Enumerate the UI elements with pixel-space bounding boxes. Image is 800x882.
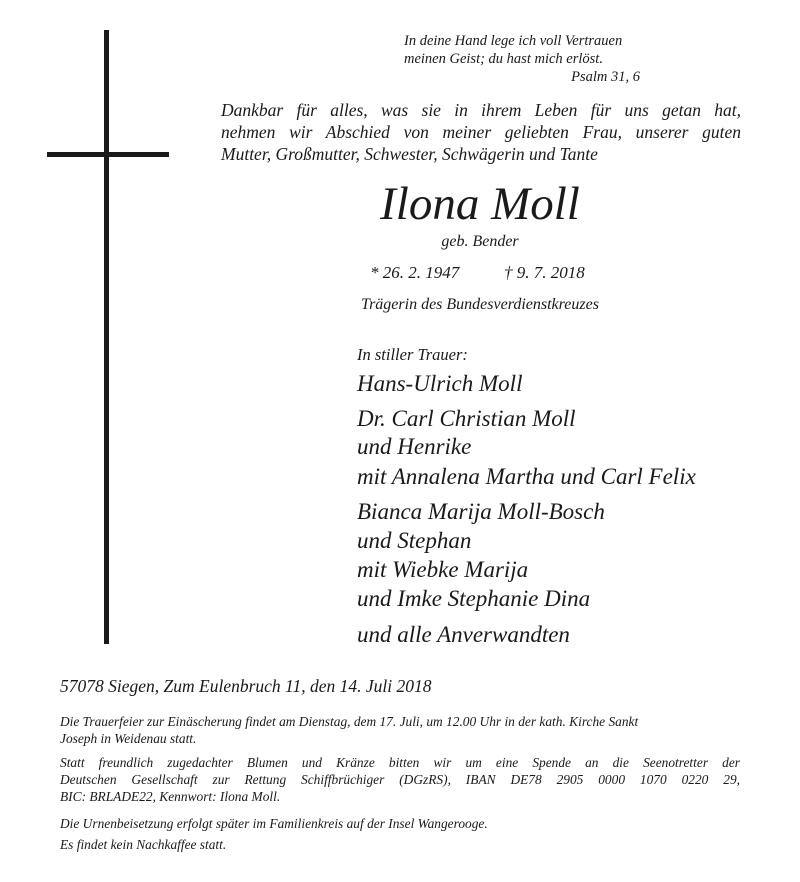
- maiden-name: geb. Bender: [441, 233, 519, 250]
- donation-paragraph: [60, 754, 740, 805]
- intro-text: [221, 99, 741, 165]
- deceased-name: Ilona Moll: [380, 178, 580, 230]
- mourner: und Stephan: [357, 528, 472, 553]
- donation-line: Statt freundlich zugedachter Blumen und Kränze bitten wir um eine Spende an die Seenotretter der: [60, 755, 740, 770]
- coffee-paragraph: Es findet kein Nachkaffee statt.: [60, 837, 227, 852]
- address-line: 57078 Siegen, Zum Eulenbruch 11, den 14. Juli 2018: [60, 676, 432, 696]
- psalm-reference: Psalm 31, 6: [571, 69, 640, 85]
- mourner: und Imke Stephanie Dina: [357, 586, 591, 611]
- intro-line: Mutter, Großmutter, Schwester, Schwägerin und Tante: [221, 144, 598, 164]
- death-date: † 9. 7. 2018: [504, 263, 585, 282]
- mourner: Dr. Carl Christian Moll: [357, 406, 576, 431]
- mourner: Bianca Marija Moll-Bosch: [357, 499, 605, 524]
- funeral-line: Die Trauerfeier zur Einäscherung findet am Dienstag, dem 17. Juli, um 12.00 Uhr in der kath. Kirche Sankt: [60, 714, 639, 729]
- urn-paragraph: Die Urnenbeisetzung erfolgt später im Familienkreis auf der Insel Wangerooge.: [60, 816, 488, 831]
- mourner: mit Annalena Martha und Carl Felix: [357, 464, 696, 489]
- cross-icon: [104, 30, 109, 644]
- psalm-quote: [404, 32, 644, 86]
- donation-line: BIC: BRLADE22, Kennwort: Ilona Moll.: [60, 789, 281, 804]
- birth-date: * 26. 2. 1947: [370, 263, 460, 282]
- honor-line: Trägerin des Bundesverdienstkreuzes: [361, 296, 599, 313]
- psalm-line: In deine Hand lege ich voll Vertrauen: [404, 33, 623, 49]
- mourner: und alle Anverwandten: [357, 622, 570, 647]
- mourner: Hans-Ulrich Moll: [357, 371, 523, 396]
- mourner: und Henrike: [357, 434, 472, 459]
- intro-line: Dankbar für alles, was sie in ihrem Leben für uns getan hat,: [221, 100, 741, 120]
- funeral-line: Joseph in Weidenau statt.: [60, 731, 197, 746]
- intro-line: nehmen wir Abschied von meiner geliebten Frau, unserer guten: [221, 122, 741, 142]
- mourner: mit Wiebke Marija: [357, 557, 529, 582]
- funeral-paragraph: [60, 713, 740, 747]
- cross-icon-bar: [47, 152, 169, 157]
- donation-line: Deutschen Gesellschaft zur Rettung Schiffbrüchiger (DGzRS), IBAN DE78 2905 0000 1070 0220 29,: [60, 772, 740, 787]
- psalm-line: meinen Geist; du hast mich erlöst.: [404, 51, 603, 67]
- mourning-label: In stiller Trauer:: [357, 345, 468, 364]
